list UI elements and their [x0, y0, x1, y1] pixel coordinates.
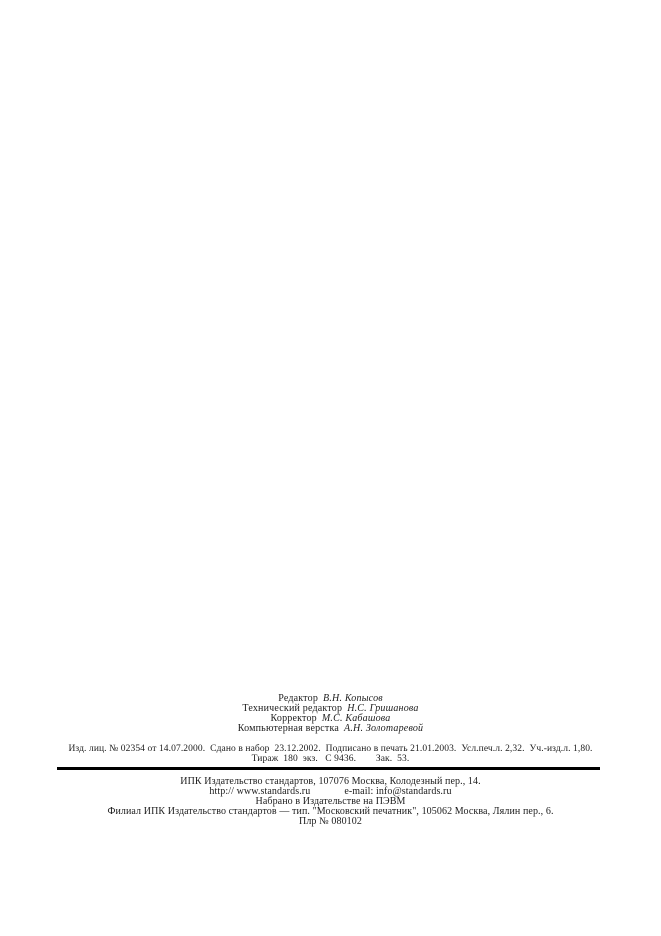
credit-name: Н.С. Гришанова	[347, 703, 419, 714]
credits-block	[0, 694, 661, 734]
imprint-line-print-run: Тираж 180 экз. С 9436. Зак. 53.	[251, 754, 410, 764]
publisher-email: e-mail: info@standards.ru	[344, 786, 452, 797]
credit-role: Редактор	[278, 693, 319, 704]
publisher-plr-number: Плр № 080102	[299, 816, 362, 827]
imprint-line-license: Изд. лиц. № 02354 от 14.07.2000. Сдано в набор 23.12.2002. Подписано в печать 21.01.2003. Усл.печ.л. 2,32. Уч.-изд.л. 1,80.	[68, 744, 593, 754]
credit-name: М.С. Кабашова	[321, 713, 391, 724]
credit-role: Корректор	[270, 713, 317, 724]
horizontal-rule	[57, 767, 600, 770]
credit-role: Технический редактор	[242, 703, 343, 714]
imprint-block	[0, 744, 661, 764]
publisher-block	[0, 777, 661, 827]
publisher-website: http:// www.standards.ru	[209, 786, 311, 797]
publisher-typeset-note: Набрано в Издательстве на ПЭВМ	[255, 796, 406, 807]
credit-role: Компьютерная верстка	[237, 723, 340, 734]
credit-name: А.Н. Золотаревой	[344, 723, 424, 734]
credit-name: В.Н. Копысов	[323, 693, 383, 704]
publisher-branch: Филиал ИПК Издательство стандартов — тип. "Московский печатник", 105062 Москва, Лялин пер., 6.	[107, 806, 554, 817]
publisher-address: ИПК Издательство стандартов, 107076 Москва, Колодезный пер., 14.	[180, 776, 481, 787]
credit-line-layout	[0, 724, 661, 734]
